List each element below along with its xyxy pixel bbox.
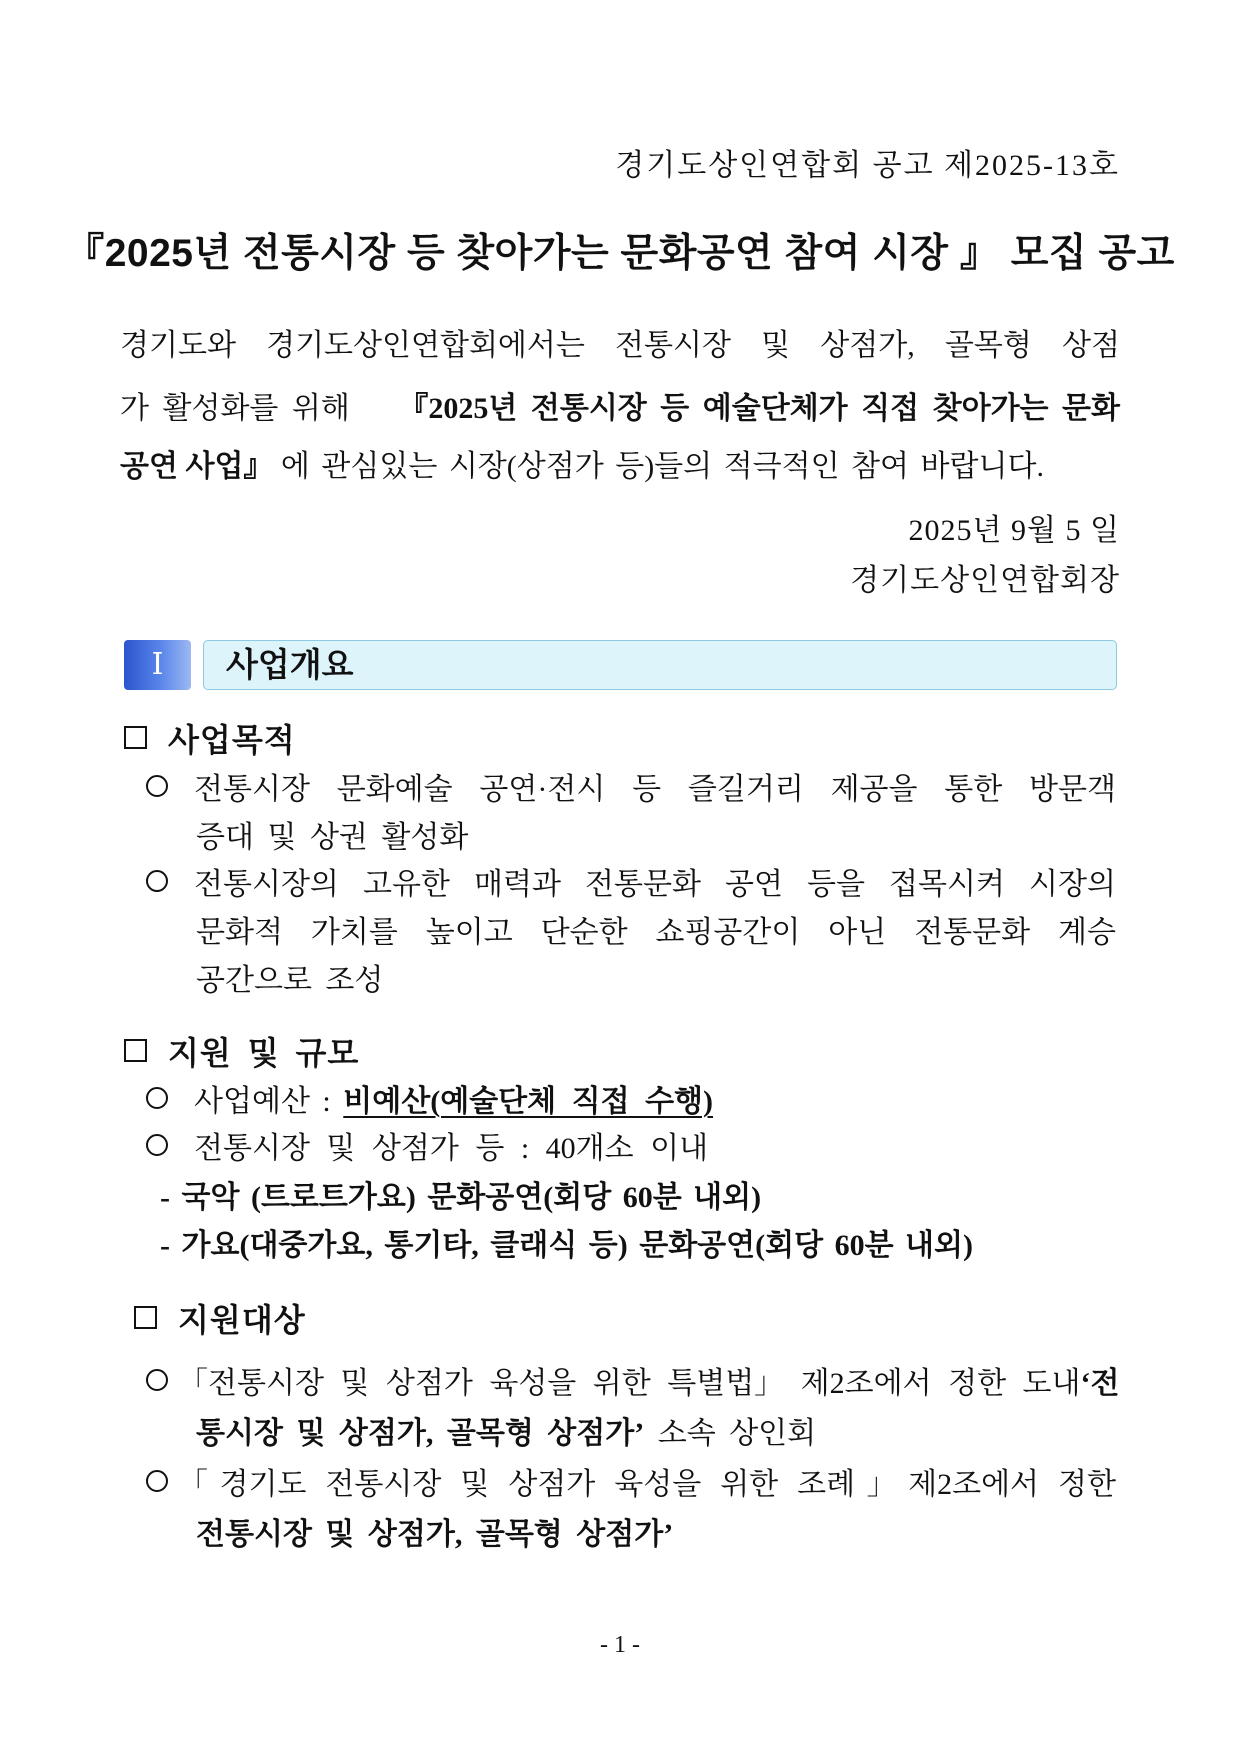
- target-item-1-line-1: [178, 1358, 1120, 1402]
- support-sub-item-1: - 국악 (트로트가요) 문화공연(회당 60분 내외): [160, 1181, 762, 1214]
- purpose-item-1-line-2: 증대 및 상권 활성화: [196, 821, 469, 854]
- target-item-1-rest: 소속 상인회: [657, 1417, 817, 1450]
- checkbox-square-icon: [134, 1306, 157, 1329]
- intro-line-2: [120, 383, 1120, 427]
- support-sub-item-2: - 가요(대중가요, 통기타, 클래식 등) 문화공연(회당 60분 내외): [160, 1229, 974, 1262]
- scale-line: 전통시장 및 상점가 등 : 40개소 이내: [194, 1132, 709, 1165]
- target-item-1-bold-start: ‘전: [1080, 1367, 1120, 1400]
- document-title: 『2025년 전통시장 등 찾아가는 문화공연 참여 시장 』 모집 공고: [65, 232, 1175, 275]
- page-number: - 1 -: [600, 1632, 640, 1658]
- notice-date: 2025년 9월 5 일: [908, 514, 1120, 547]
- purpose-item-2-line-1: 전통시장의 고유한 매력과 전통문화 공연 등을 접목시켜 시장의: [194, 868, 1116, 901]
- intro-line-3: [120, 441, 1120, 485]
- checkbox-square-icon: [124, 1039, 147, 1062]
- budget-label: 사업예산 :: [194, 1085, 331, 1118]
- target-item-2-line-2: 전통시장 및 상점가, 골목형 상점가’: [196, 1518, 674, 1551]
- circle-bullet-icon: [146, 775, 168, 797]
- circle-bullet-icon: [146, 1369, 168, 1391]
- target-item-1-bold: 통시장 및 상점가, 골목형 상점가’: [196, 1417, 645, 1450]
- intro-project-name-end: 공연 사업』: [120, 450, 274, 483]
- target-item-2-line-1: 「경기도 전통시장 및 상점가 육성을 위한 조례」제2조에서 정한: [178, 1468, 1116, 1501]
- circle-bullet-icon: [146, 1087, 168, 1109]
- purpose-item-2-line-3: 공간으로 조성: [196, 964, 384, 997]
- intro-line-3-rest: 에 관심있는 시장(상점가 등)들의 적극적인 참여 바랍니다.: [280, 450, 1044, 483]
- intro-line-1: 경기도와 경기도상인연합회에서는 전통시장 및 상점가, 골목형 상점: [120, 329, 1120, 362]
- target-item-1-line-2: [196, 1408, 816, 1452]
- support-heading: 지원 및 규모: [168, 1035, 360, 1071]
- circle-bullet-icon: [146, 1470, 168, 1492]
- purpose-item-2-line-2: 문화적 가치를 높이고 단순한 쇼핑공간이 아닌 전통문화 계승: [196, 916, 1116, 949]
- target-heading: 지원대상: [178, 1302, 306, 1338]
- intro-project-name: 『2025년 전통시장 등 예술단체가 직접 찾아가는 문화: [398, 392, 1120, 425]
- target-item-1-text: 「전통시장 및 상점가 육성을 위한 특별법」 제2조에서 정한 도내: [178, 1367, 1081, 1400]
- section-title: 사업개요: [226, 646, 354, 683]
- notice-number: 경기도상인연합회 공고 제2025-13호: [615, 149, 1120, 182]
- section-number-badge: Ⅰ: [124, 640, 191, 690]
- circle-bullet-icon: [146, 1134, 168, 1156]
- checkbox-square-icon: [124, 726, 147, 749]
- issuer-name: 경기도상인연합회장: [850, 564, 1120, 597]
- purpose-heading: 사업목적: [168, 722, 296, 758]
- budget-line: [194, 1076, 713, 1120]
- circle-bullet-icon: [146, 870, 168, 892]
- intro-line-2-prefix: 가 활성화를 위해: [120, 392, 350, 425]
- purpose-item-1-line-1: 전통시장 문화예술 공연·전시 등 즐길거리 제공을 통한 방문객: [194, 773, 1116, 806]
- budget-value: 비예산(예술단체 직접 수행): [343, 1085, 714, 1118]
